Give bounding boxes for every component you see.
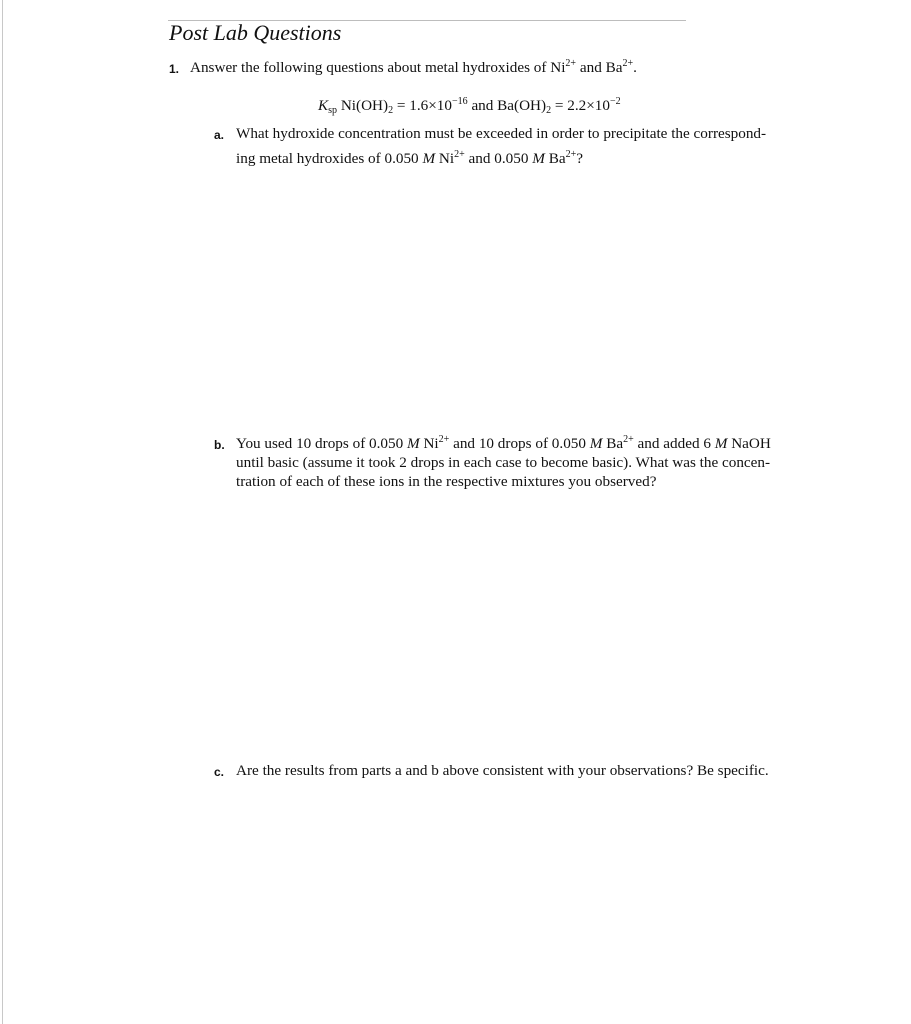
part-b-label: b.: [214, 438, 225, 452]
part-b-line3: tration of each of these ions in the respective mixtures you observed?: [236, 473, 657, 490]
part-c-label: c.: [214, 765, 225, 779]
page-title: Post Lab Questions: [169, 20, 342, 45]
part-a-label: a.: [214, 128, 225, 142]
page-left-border: [2, 0, 3, 1024]
part-a-line2: ing metal hydroxides of 0.050 M $Ni^{2+}$ and 0.050 M $Ba^{2+}$?: [236, 149, 583, 167]
question-prompt: Answer the following questions about metal hydroxides of $Ni^{2+}$ and $Ba^{2+}$.: [190, 58, 637, 76]
question-number: 1.: [169, 62, 180, 76]
part-c-line1: Are the results from parts a and b above consistent with your observations? Be specific.: [236, 762, 769, 779]
part-b-line2: until basic (assume it took 2 drops in each case to become basic). What was the concen-: [236, 454, 771, 471]
part-b-line1: You used 10 drops of 0.050 M $Ni^{2+}$ and 10 drops of 0.050 M $Ba^{2+}$ and added 6 M NaOH: [236, 434, 771, 452]
part-a-line1: What hydroxide concentration must be exceeded in order to precipitate the correspond-: [236, 125, 767, 142]
ksp-equation: $K_{sp}$ $Ni(OH)_2 = 1.6\times 10^{-16}$ and $Ba(OH)_2 = 2.2\times 10^{-2}$: [318, 96, 621, 116]
